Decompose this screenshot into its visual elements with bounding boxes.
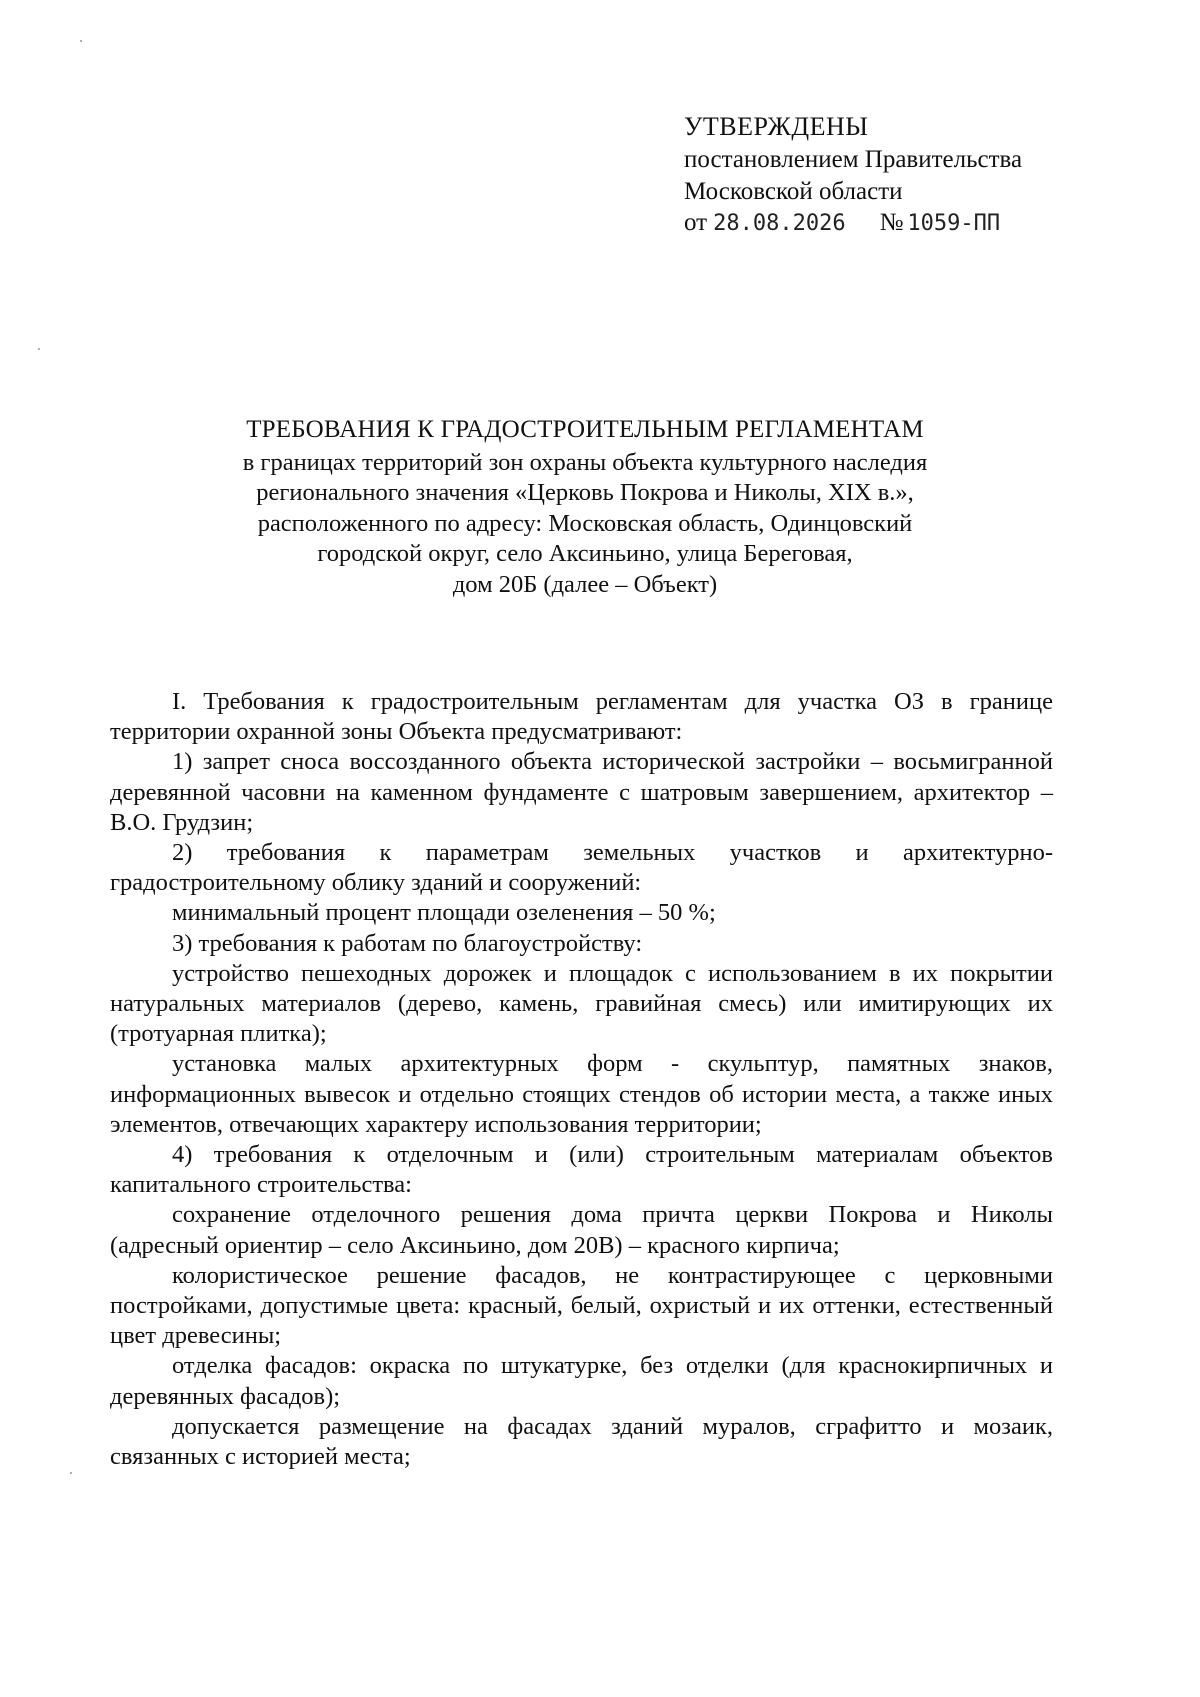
document-title [110,415,1060,600]
paragraph-small-forms: установка малых архитектурных форм - скульптур, памятных знаков, информационных вывесок и отдельно стоящих стендов об истории места, а также иных элементов, отвечающих характеру использования территории; [110,1050,1053,1138]
scan-speck [38,348,40,350]
title-line-1: в границах территорий зон охраны объекта культурного наследия [242,448,928,476]
paragraph-item-2: 2) требования к параметрам земельных участков и архитектурно-градостроительному облику зданий и сооружений: [110,839,1053,897]
approval-heading: УТВЕРЖДЕНЫ [684,112,869,141]
approval-block [684,110,1022,240]
number-value: 1059-ПП [907,211,1001,236]
paragraph-green-area: минимальный процент площади озеленения – 50 %; [172,899,716,927]
number-label: № [879,209,904,236]
scan-speck [70,1472,72,1474]
paragraph-finish-preservation: сохранение отделочного решения дома причта церкви Покрова и Николы (адресный ориентир – село Аксиньино, дом 20В) – красного кирпича; [110,1201,1053,1259]
approval-line-2: Московской области [684,177,903,205]
paragraph-item-4: 4) требования к отделочным и (или) строительным материалам объектов капитального строительства: [110,1141,1053,1199]
approval-line-1: постановлением Правительства [684,146,1023,173]
paragraph-item-1: 1) запрет сноса воссозданного объекта исторической застройки – восьмигранной деревянной часовни на каменном фундаменте с шатровым завершением, архитектор – В.О. Грудзин; [110,748,1053,836]
paragraph-facade-finish: отделка фасадов: окраска по штукатурке, без отделки (для краснокирпичных и деревянных фасадов); [110,1352,1053,1410]
document-body [110,687,1053,1472]
paragraph-colors: колористическое решение фасадов, не контрастирующее с церковными постройками, допустимые цвета: красный, белый, охристый и их оттенки, естественный цвет древесины; [110,1261,1053,1350]
approval-date-line [684,207,1022,240]
title-line-5: дом 20Б (далее – Объект) [452,570,718,598]
title-line-2: регионального значения «Церковь Покрова и Николы, XIX в.», [256,479,914,506]
date-value: 28.08.2026 [713,211,846,236]
paragraph-section-1: I. Требования к градостроительным регламентам для участка ОЗ в границе территории охранной зоны Объекта предусматривают: [110,688,1053,746]
paragraph-paths: устройство пешеходных дорожек и площадок с использованием в их покрытии натуральных материалов (дерево, камень, гравийная смесь) или имитирующих их (тротуарная плитка); [110,959,1053,1048]
title-line-4: городской округ, село Аксиньино, улица Береговая, [317,540,853,567]
title-line-3: расположенного по адресу: Московская область, Одинцовский [257,509,913,537]
scan-speck [80,40,82,42]
date-label: от [684,209,708,236]
paragraph-murals: допускается размещение на фасадах зданий муралов, сграфитто и мозаик, связанных с историей места; [110,1412,1053,1471]
paragraph-item-3: 3) требования к работам по благоустройству: [172,929,643,957]
title-main: ТРЕБОВАНИЯ К ГРАДОСТРОИТЕЛЬНЫМ РЕГЛАМЕНТАМ [246,416,924,443]
